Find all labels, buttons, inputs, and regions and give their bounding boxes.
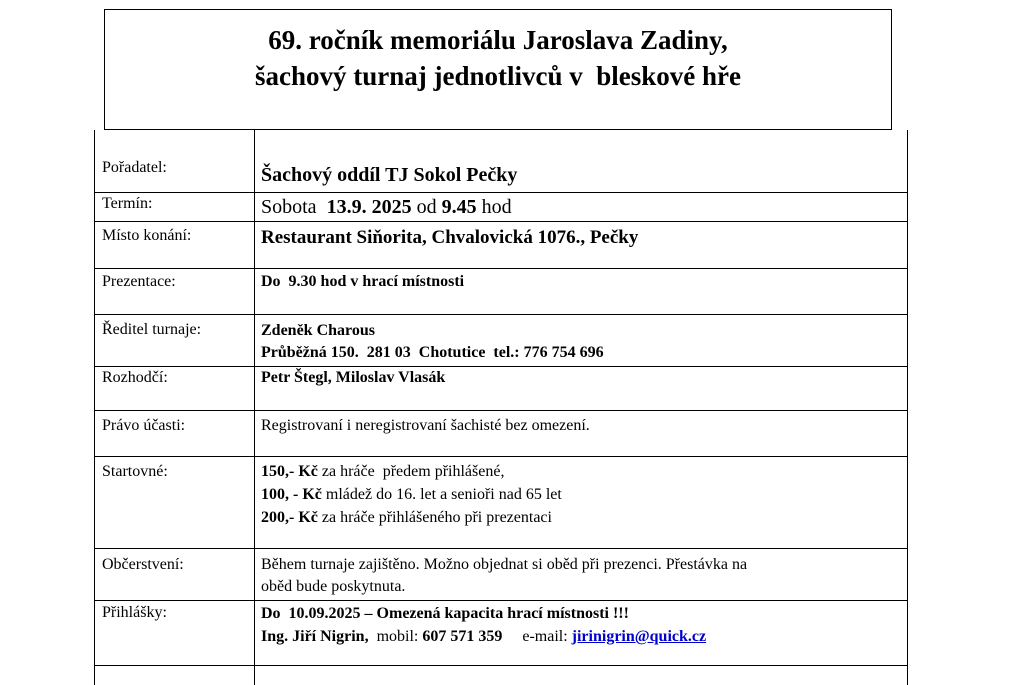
- value-poradatel: Šachový oddíl TJ Sokol Pečky: [261, 164, 518, 186]
- value-obcerstveni-2: oběd bude poskytnuta.: [261, 578, 406, 595]
- label-startovne: Startovné:: [102, 463, 168, 480]
- startovne-text: za hráče předem přihlášené,: [317, 463, 505, 480]
- contact-name: Ing. Jiří Nigrin,: [261, 628, 369, 645]
- termin-day: Sobota: [261, 196, 317, 218]
- label-prihlasky: Přihlášky:: [102, 604, 167, 621]
- title-line-1: 69. ročník memoriálu Jaroslava Zadiny,: [268, 25, 728, 55]
- startovne-line-3: [261, 508, 552, 528]
- startovne-line-1: [261, 462, 504, 482]
- value-obcerstveni-1: Během turnaje zajištěno. Možno objednat si oběd při prezenci. Přestávka na: [261, 556, 748, 573]
- termin-date: 13.9. 2025: [326, 196, 412, 218]
- label-reditel: Ředitel turnaje:: [102, 321, 202, 338]
- label-rozhodci: Rozhodčí:: [102, 369, 168, 386]
- termin-time: 9.45: [441, 196, 477, 218]
- value-rozhodci: Petr Štegl, Miloslav Vlasák: [261, 369, 446, 386]
- label-prezentace: Prezentace:: [102, 273, 176, 290]
- email-label: e-mail:: [502, 628, 572, 645]
- row-divider: [95, 366, 907, 367]
- value-prihlasky-contact: [261, 627, 706, 647]
- row-divider: [95, 192, 907, 193]
- info-table: [94, 130, 908, 685]
- startovne-amount: 150,- Kč: [261, 463, 318, 480]
- row-divider: [95, 548, 907, 549]
- value-misto: Restaurant Siňorita, Chvalovická 1076., Pečky: [261, 227, 639, 248]
- mobil-label: mobil:: [368, 628, 423, 645]
- label-poradatel: Pořadatel:: [102, 159, 167, 176]
- label-pravo: Právo účasti:: [102, 417, 186, 434]
- startovne-text: za hráče přihlášeného při prezentaci: [317, 509, 552, 526]
- row-divider: [95, 221, 907, 222]
- title-box: [104, 9, 892, 130]
- startovne-amount: 200,- Kč: [261, 509, 318, 526]
- row-divider: [95, 600, 907, 601]
- row-divider: [95, 456, 907, 457]
- label-misto: Místo konání:: [102, 227, 192, 244]
- termin-od: od: [416, 196, 437, 218]
- column-divider: [254, 130, 255, 685]
- value-reditel-address: Průběžná 150. 281 03 Chotutice tel.: 776 754 696: [261, 344, 604, 361]
- row-divider: [95, 314, 907, 315]
- row-divider: [95, 268, 907, 269]
- value-termin: [261, 195, 512, 219]
- value-prezentace: Do 9.30 hod v hrací místnosti: [261, 273, 465, 290]
- label-obcerstveni: Občerstvení:: [102, 556, 184, 573]
- row-divider: [95, 665, 907, 666]
- startovne-line-2: [261, 485, 562, 505]
- email-link[interactable]: jirinigrin@quick.cz: [571, 628, 707, 645]
- mobil-number: 607 571 359: [422, 628, 503, 645]
- value-pravo: Registrovaní i neregistrovaní šachisté bez omezení.: [261, 417, 590, 434]
- termin-hod: hod: [481, 196, 512, 218]
- value-prihlasky-deadline: Do 10.09.2025 – Omezená kapacita hrací místnosti !!!: [261, 605, 629, 622]
- value-reditel-name: Zdeněk Charous: [261, 322, 375, 339]
- label-termin: Termín:: [102, 195, 153, 212]
- startovne-text: mládež do 16. let a senioři nad 65 let: [321, 486, 562, 503]
- row-divider: [95, 410, 907, 411]
- startovne-amount: 100, - Kč: [261, 486, 322, 503]
- title-line-2: šachový turnaj jednotlivců v bleskové hře: [255, 61, 741, 91]
